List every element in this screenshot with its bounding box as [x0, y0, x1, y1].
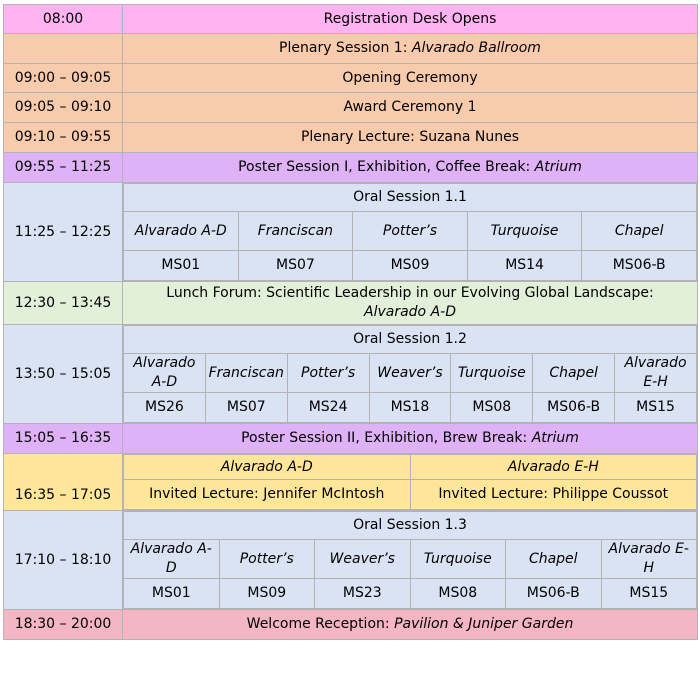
- invited-lectures-block: [123, 454, 698, 511]
- session-code-cell: MS08: [451, 393, 533, 423]
- venue-cell: Alvarado E-H: [410, 455, 697, 480]
- room-cell: Potter’s: [353, 212, 468, 251]
- event-label: Plenary Session 1:: [279, 40, 412, 56]
- room-cell: Alvarado A-D: [124, 354, 206, 393]
- session-code-cell: MS01: [124, 251, 239, 281]
- session-code-cell: MS26: [124, 393, 206, 423]
- time-cell: 18:30 – 20:00: [4, 610, 123, 640]
- room-cell: Potter’s: [287, 354, 369, 393]
- event-label: Welcome Reception:: [246, 616, 395, 632]
- room-cell: Turquoise: [467, 212, 582, 251]
- time-cell: 16:35 – 17:05: [4, 454, 123, 511]
- row-oral-1-1: [4, 183, 698, 282]
- room-cell: Chapel: [506, 540, 602, 579]
- invited-lecture-cell: Invited Lecture: Philippe Coussot: [410, 480, 697, 510]
- session-code-cell: MS23: [315, 579, 411, 609]
- event-cell: [123, 424, 698, 454]
- room-cell: Alvarado E-H: [615, 354, 697, 393]
- oral-session-title: Oral Session 1.3: [124, 512, 697, 540]
- session-code-cell: MS06-B: [506, 579, 602, 609]
- time-cell: 09:00 – 09:05: [4, 64, 123, 93]
- venue-cell: Alvarado A-D: [124, 455, 411, 480]
- event-cell: [123, 282, 698, 325]
- time-cell: 12:30 – 13:45: [4, 282, 123, 325]
- time-cell: 11:25 – 12:25: [4, 183, 123, 282]
- oral-session-block: [123, 183, 698, 282]
- invited-lecture-cell: Invited Lecture: Jennifer McIntosh: [124, 480, 411, 510]
- event-venue: Atrium: [531, 430, 579, 446]
- oral-session-block: [123, 511, 698, 610]
- event-cell: Award Ceremony 1: [123, 93, 698, 123]
- oral-session-grid: [123, 325, 697, 423]
- room-cell: Alvarado A-D: [124, 540, 220, 579]
- oral-session-title: Oral Session 1.2: [124, 326, 697, 354]
- row-oral-1-3: [4, 511, 698, 610]
- time-cell: 13:50 – 15:05: [4, 325, 123, 424]
- room-cell: Weaver’s: [369, 354, 451, 393]
- time-cell: 09:10 – 09:55: [4, 123, 123, 153]
- session-code-cell: MS07: [238, 251, 353, 281]
- event-cell: [123, 34, 698, 64]
- session-code-cell: MS09: [353, 251, 468, 281]
- room-cell: Alvarado E-H: [601, 540, 697, 579]
- event-label: Lunch Forum: Scientific Leadership in our Evolving Global Landscape:: [166, 285, 654, 301]
- schedule-table: [3, 4, 698, 640]
- row-oral-1-2: [4, 325, 698, 424]
- row-award: [4, 93, 698, 123]
- session-code-cell: MS15: [615, 393, 697, 423]
- row-opening: [4, 64, 698, 93]
- session-code-cell: MS09: [219, 579, 315, 609]
- row-welcome-reception: [4, 610, 698, 640]
- event-cell: Opening Ceremony: [123, 64, 698, 93]
- event-label: Poster Session I, Exhibition, Coffee Break:: [238, 159, 535, 175]
- session-code-cell: MS18: [369, 393, 451, 423]
- invited-lectures-grid: [123, 454, 697, 510]
- room-cell: Turquoise: [451, 354, 533, 393]
- oral-session-block: [123, 325, 698, 424]
- oral-session-title: Oral Session 1.1: [124, 184, 697, 212]
- session-code-cell: MS14: [467, 251, 582, 281]
- time-cell: 08:00: [4, 5, 123, 34]
- row-registration: [4, 5, 698, 34]
- event-venue: Pavilion & Juniper Garden: [394, 616, 574, 632]
- row-poster-1: [4, 153, 698, 183]
- session-code-cell: MS06-B: [533, 393, 615, 423]
- room-cell: Turquoise: [410, 540, 506, 579]
- event-venue: Alvarado Ballroom: [411, 40, 541, 56]
- oral-session-grid: [123, 183, 697, 281]
- session-code-cell: MS15: [601, 579, 697, 609]
- event-cell: [123, 153, 698, 183]
- room-cell: Chapel: [582, 212, 697, 251]
- room-cell: Chapel: [533, 354, 615, 393]
- event-cell: Registration Desk Opens: [123, 5, 698, 34]
- room-cell: Weaver’s: [315, 540, 411, 579]
- session-code-cell: MS07: [205, 393, 287, 423]
- row-lunch-forum: [4, 282, 698, 325]
- time-cell: 09:05 – 09:10: [4, 93, 123, 123]
- room-cell: Franciscan: [238, 212, 353, 251]
- room-cell: Franciscan: [205, 354, 287, 393]
- oral-session-grid: [123, 511, 697, 609]
- time-cell: 09:55 – 11:25: [4, 153, 123, 183]
- event-venue: Alvarado A-D: [364, 304, 456, 320]
- row-plenary-header: [4, 34, 698, 64]
- session-code-cell: MS24: [287, 393, 369, 423]
- event-label: Poster Session II, Exhibition, Brew Break:: [241, 430, 532, 446]
- time-cell: 15:05 – 16:35: [4, 424, 123, 454]
- row-plenary-lecture: [4, 123, 698, 153]
- session-code-cell: MS06-B: [582, 251, 697, 281]
- session-code-cell: MS08: [410, 579, 506, 609]
- event-venue: Atrium: [534, 159, 582, 175]
- time-cell-empty: [4, 34, 123, 64]
- session-code-cell: MS01: [124, 579, 220, 609]
- room-cell: Alvarado A-D: [124, 212, 239, 251]
- row-invited-lectures: [4, 454, 698, 511]
- room-cell: Potter’s: [219, 540, 315, 579]
- event-cell: [123, 610, 698, 640]
- event-cell: Plenary Lecture: Suzana Nunes: [123, 123, 698, 153]
- time-cell: 17:10 – 18:10: [4, 511, 123, 610]
- row-poster-2: [4, 424, 698, 454]
